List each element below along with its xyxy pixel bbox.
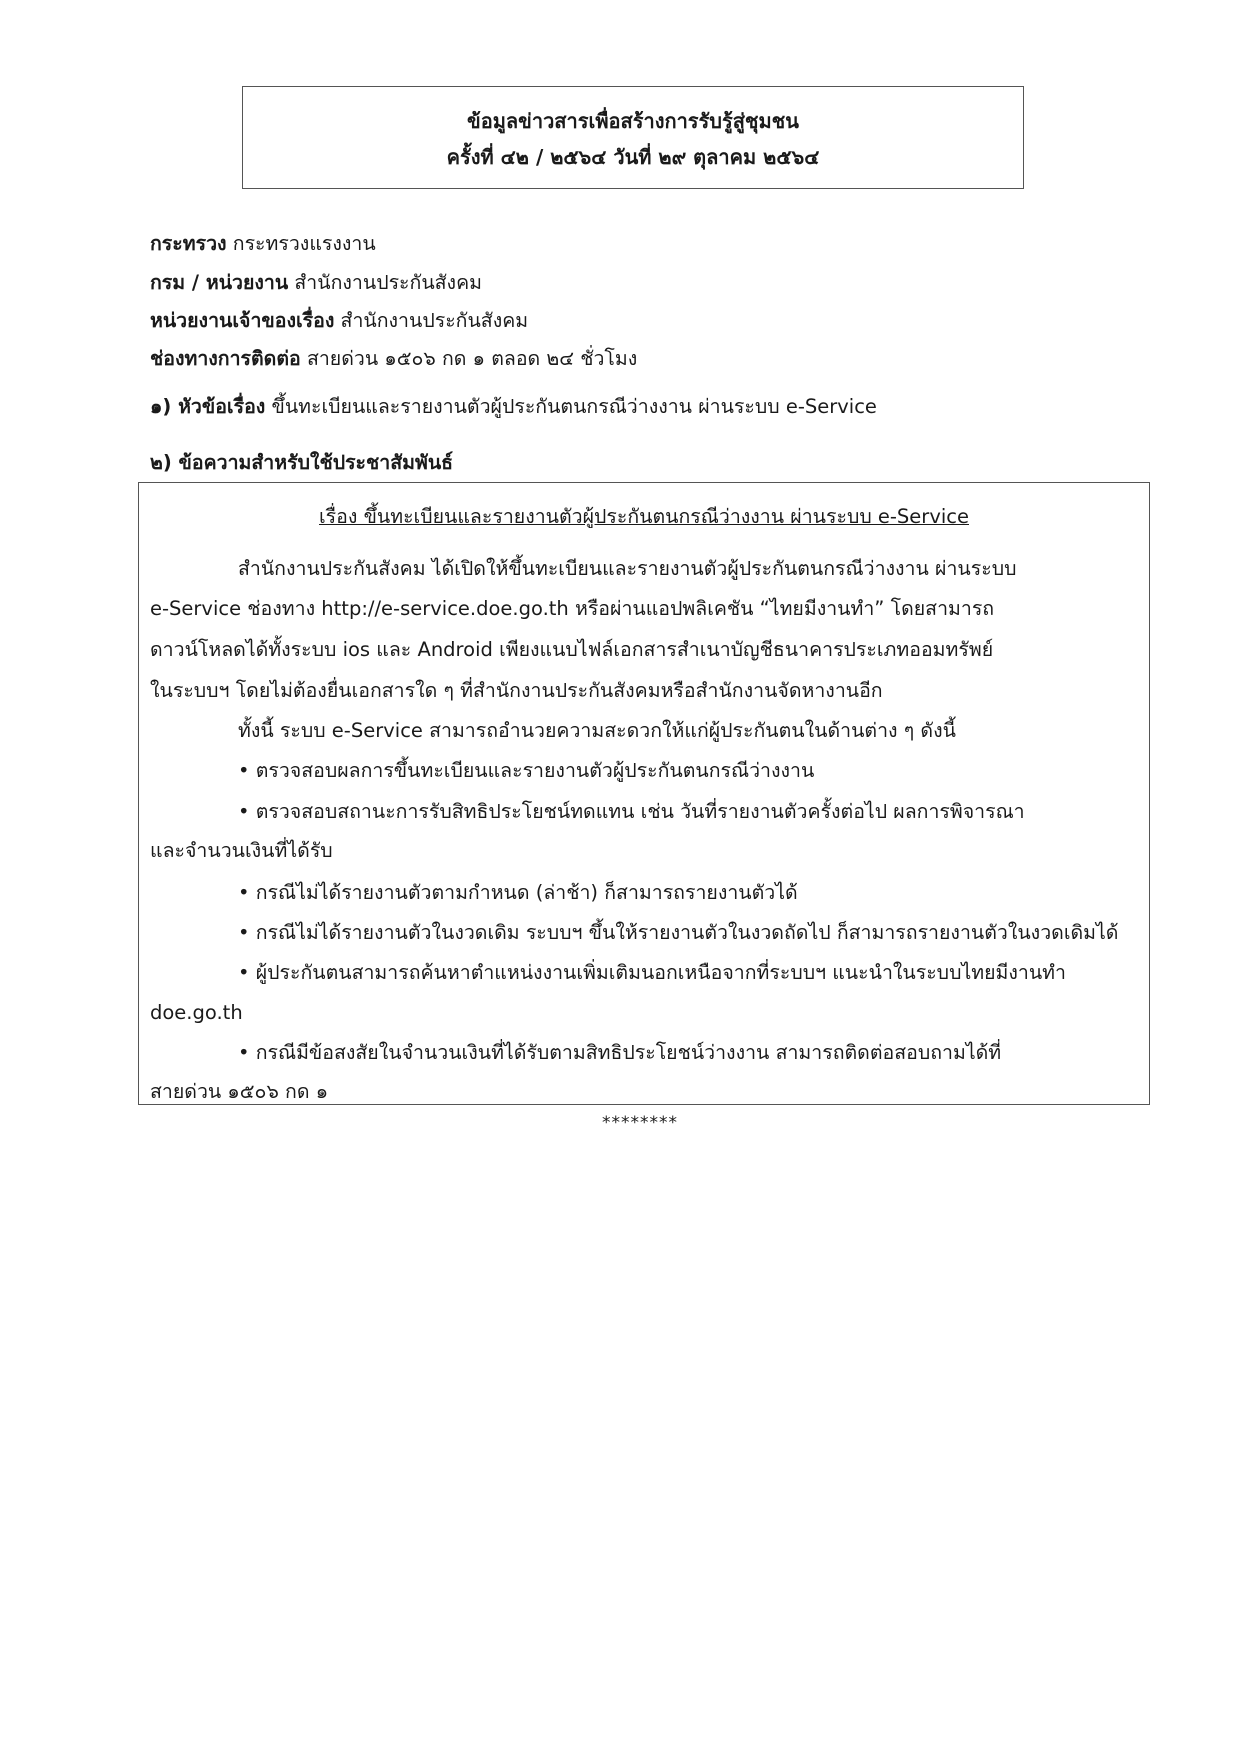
content-bullet-4: • กรณีไม่ได้รายงานตัวในงวดเดิม ระบบฯ ขึ้นให้รายงานตัวในงวดถัดไป ก็สามารถรายงานตัวในงวดเดิมได้ bbox=[238, 921, 1119, 944]
meta-owner bbox=[150, 309, 1150, 333]
document-header-box bbox=[242, 86, 1024, 189]
content-bullet-3: • กรณีไม่ได้รายงานตัวตามกำหนด (ล่าช้า) ก็สามารถรายงานตัวได้ bbox=[238, 881, 798, 904]
content-paragraph-1-line-3: ดาวน์โหลดได้ทั้งระบบ ios และ Android เพียงแนบไฟล์เอกสารสำเนาบัญชีธนาคารประเภทออมทรัพย์ bbox=[150, 638, 994, 661]
header-issue-date: ครั้งที่ ๔๒ / ๒๕๖๔ วันที่ ๒๙ ตุลาคม ๒๕๖๔ bbox=[446, 145, 820, 169]
meta-pr-heading bbox=[150, 451, 1150, 475]
meta-ministry-label: กระทรวง bbox=[150, 232, 227, 255]
content-paragraph-1-line-1: สำนักงานประกันสังคม ได้เปิดให้ขึ้นทะเบียนและรายงานตัวผู้ประกันตนกรณีว่างงาน ผ่านระบบ bbox=[238, 557, 1017, 580]
meta-department bbox=[150, 271, 1150, 295]
meta-department-value: สำนักงานประกันสังคม bbox=[294, 271, 482, 294]
meta-pr-label: ๒) ข้อความสำหรับใช้ประชาสัมพันธ์ bbox=[150, 451, 454, 474]
content-bullet-2-line-1: • ตรวจสอบสถานะการรับสิทธิประโยชน์ทดแทน เช่น วันที่รายงานตัวครั้งต่อไป ผลการพิจารณา bbox=[238, 800, 1025, 823]
meta-contact-value: สายด่วน ๑๕๐๖ กด ๑ ตลอด ๒๔ ชั่วโมง bbox=[306, 347, 638, 370]
content-bullet-5-line-1: • ผู้ประกันตนสามารถค้นหาตำแหน่งงานเพิ่มเติมนอกเหนือจากที่ระบบฯ แนะนำในระบบไทยมีงานทำ bbox=[238, 961, 1066, 984]
pr-content-box bbox=[138, 482, 1150, 1105]
content-paragraph-2-line-1: ทั้งนี้ ระบบ e-Service สามารถอำนวยความสะดวกให้แก่ผู้ประกันตนในด้านต่าง ๆ ดังนี้ bbox=[238, 719, 956, 742]
header-title: ข้อมูลข่าวสารเพื่อสร้างการรับรู้สู่ชุมชน bbox=[467, 109, 799, 133]
meta-topic bbox=[150, 395, 1150, 419]
end-marker: ******** bbox=[602, 1113, 678, 1133]
meta-topic-label: ๑) หัวข้อเรื่อง bbox=[150, 395, 266, 418]
meta-ministry bbox=[150, 232, 1150, 256]
content-bullet-6-line-2: สายด่วน ๑๕๐๖ กด ๑ bbox=[150, 1080, 329, 1103]
content-bullet-6-line-1: • กรณีมีข้อสงสัยในจำนวนเงินที่ได้รับตามสิทธิประโยชน์ว่างงาน สามารถติดต่อสอบถามได้ที่ bbox=[238, 1041, 1002, 1064]
meta-contact bbox=[150, 347, 1150, 371]
content-bullet-5-line-2: doe.go.th bbox=[150, 1001, 243, 1024]
meta-ministry-value: กระทรวงแรงงาน bbox=[232, 232, 376, 255]
meta-owner-label: หน่วยงานเจ้าของเรื่อง bbox=[150, 309, 335, 332]
content-bullet-1: • ตรวจสอบผลการขึ้นทะเบียนและรายงานตัวผู้ประกันตนกรณีว่างงาน bbox=[238, 759, 815, 782]
meta-topic-value: ขึ้นทะเบียนและรายงานตัวผู้ประกันตนกรณีว่างงาน ผ่านระบบ e-Service bbox=[271, 395, 877, 418]
content-title: เรื่อง ขึ้นทะเบียนและรายงานตัวผู้ประกันตนกรณีว่างงาน ผ่านระบบ e-Service bbox=[319, 505, 969, 528]
meta-contact-label: ช่องทางการติดต่อ bbox=[150, 347, 301, 370]
meta-owner-value: สำนักงานประกันสังคม bbox=[340, 309, 529, 332]
content-paragraph-1-line-2: e-Service ช่องทาง http://e-service.doe.go.th หรือผ่านแอปพลิเคชัน “ไทยมีงานทำ” โดยสามารถ bbox=[150, 597, 995, 620]
content-bullet-2-line-2: และจำนวนเงินที่ได้รับ bbox=[150, 839, 333, 862]
content-paragraph-1-line-4: ในระบบฯ โดยไม่ต้องยื่นเอกสารใด ๆ ที่สำนักงานประกันสังคมหรือสำนักงานจัดหางานอีก bbox=[150, 679, 883, 702]
meta-department-label: กรม / หน่วยงาน bbox=[150, 271, 289, 294]
